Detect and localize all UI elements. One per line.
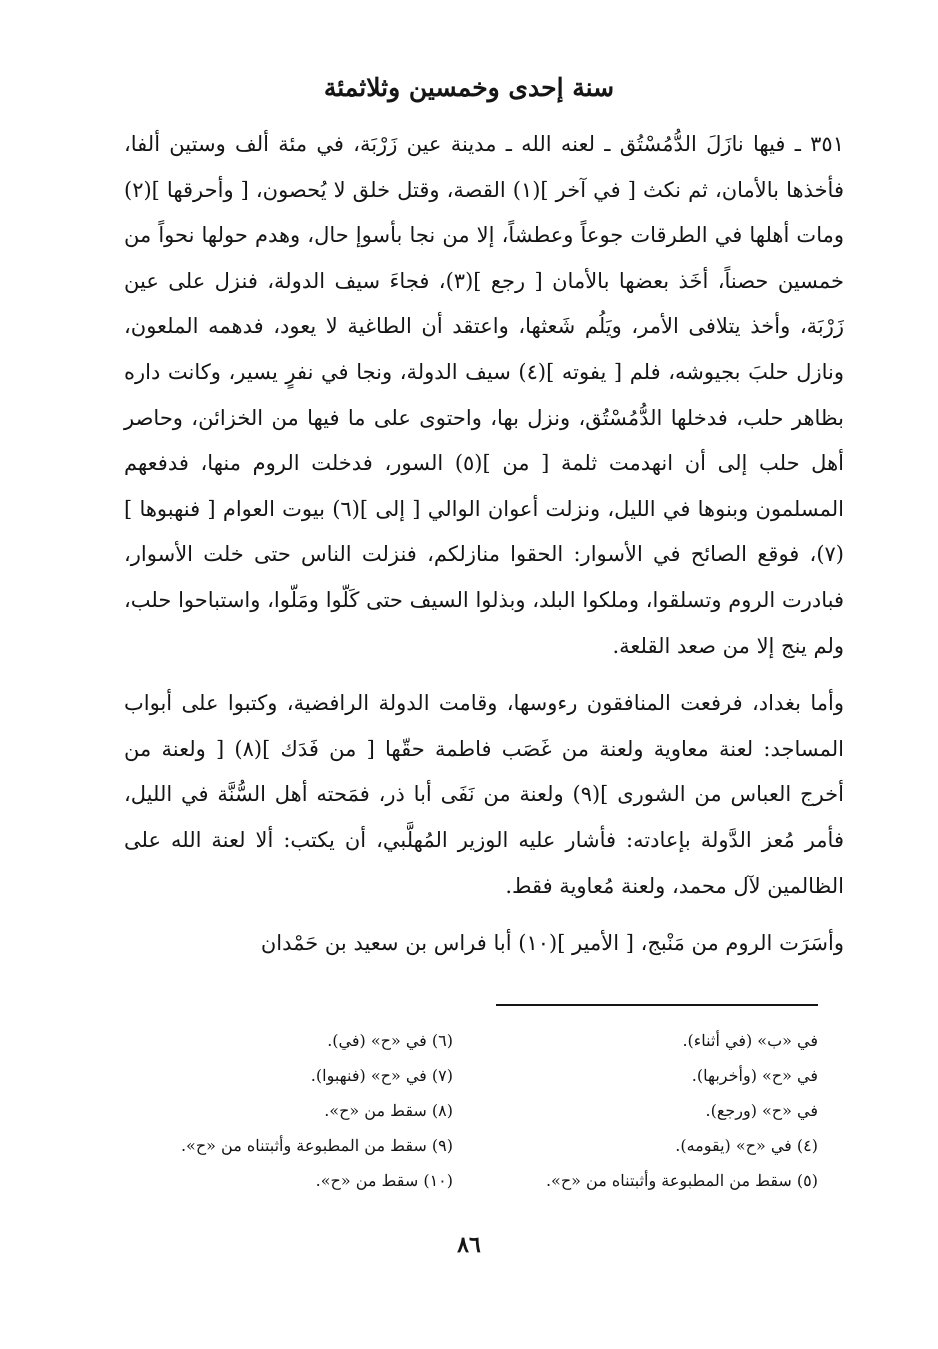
footnote-7: (٧) في «ح» (فنهبوا). [310,1066,453,1085]
paragraph-abu-firas: وأسَرَت الروم من مَنْبج، [ الأمير ](١٠) أبا فراس بن سعيد بن حَمْدان [260,931,844,956]
page-title: سنة إحدى وخمسين وثلاثمئة [323,73,615,102]
footnote-8: (٨) سقط من «ح». [324,1101,453,1120]
footnote-1: في «ب» (في أثناء). [682,1031,818,1050]
paragraph-siege-of-aleppo: ٣٥١ ـ فيها نازَلَ الدُّمُسْتُق ـ لعنه الله ـ مدينة عين زَرْبَة، في مئة ألف وستين ألفا، فأخذها بالأمان، ثم نكث [ في آخر ](١) القصة، وقتل خلق لا يُحصون، [ وأحرقها ](٢) ومات أهلها في الطرقات جوعاً وعطشاً، إلا من نجا بأسوإ حال، وهدم حولها نحواً من خمسين حصناً، أخَذ بعضها بالأمان [ رجع ](٣)، فجاءَ سيف الدولة، فنزل على عين زَرْبَة، وأخذ يتلافى الأمر، ويَلُم شَعثها، واعتقد أن الطاغية لا يعود، فدهمه الملعون، ونازل حلبَ بجيوشه، فلم [ يفوته ](٤) سيف الدولة، ونجا في نفرٍ يسير، وكانت داره بظاهر حلب، فدخلها الدُّمُسْتُق، ونزل بها، واحتوى على ما فيها من الخزائن، وحاصر أهل حلب إلى أن انهدمت ثلمة [ من ](٥) السور، فدخلت الروم منها، فدفعهم المسلمون وبنوها في الليل، ونزلت أعوان الوالي [ إلى ](٦) بيوت العوام [ فنهبوها ](٧)، فوقع الصائح في الأسوار: الحقوا منازلكم، فنزلت الناس حتى خلت الأسوار، فبادرت الروم وتسلقوا، وملكوا البلد، وبذلوا السيف حتى كَلّوا ومَلّوا، واستباحوا حلب، ولم ينج إلا من صعد القلعة. [124,132,845,658]
footnote-6: (٦) في «ح» (في). [327,1031,453,1050]
footnotes-left-column [108,1023,453,1198]
footnote-2: في «ح» (وأخربها). [691,1066,818,1085]
footnote-divider [496,1004,818,1006]
main-text [124,122,844,967]
paragraph-baghdad: وأما بغداد، فرفعت المنافقون رءوسها، وقامت الدولة الرافضية، وكتبوا على أبواب المساجد: لعنة معاوية ولعنة من غَصَب فاطمة حقّها [ من فَدَك ](٨) [ ولعنة من أخرج العباس من الشورى ](٩) ولعنة من نَفَى أبا ذر، فمَحته أهل السُّنَّة في الليل، فأمر مُعز الدَّولة بإعادته: فأشار عليه الوزير المُهلَّبي، أن يكتب: ألا لعنة الله على الظالمين لآل محمد، ولعنة مُعاوية فقط. [124,691,844,898]
footnote-5: (٥) سقط من المطبوعة وأثبتناه من «ح». [545,1171,818,1190]
footnote-4: (٤) في «ح» (يقومه). [675,1136,818,1155]
footnote-10: (١٠) سقط من «ح». [315,1171,453,1190]
page-number: ٨٦ [457,1232,481,1258]
footnote-9: (٩) سقط من المطبوعة وأثبتناه من «ح». [180,1136,453,1155]
footnotes-right-column [473,1023,818,1198]
footnotes [108,1023,818,1198]
footnote-3: في «ح» (ورجع). [705,1101,818,1120]
